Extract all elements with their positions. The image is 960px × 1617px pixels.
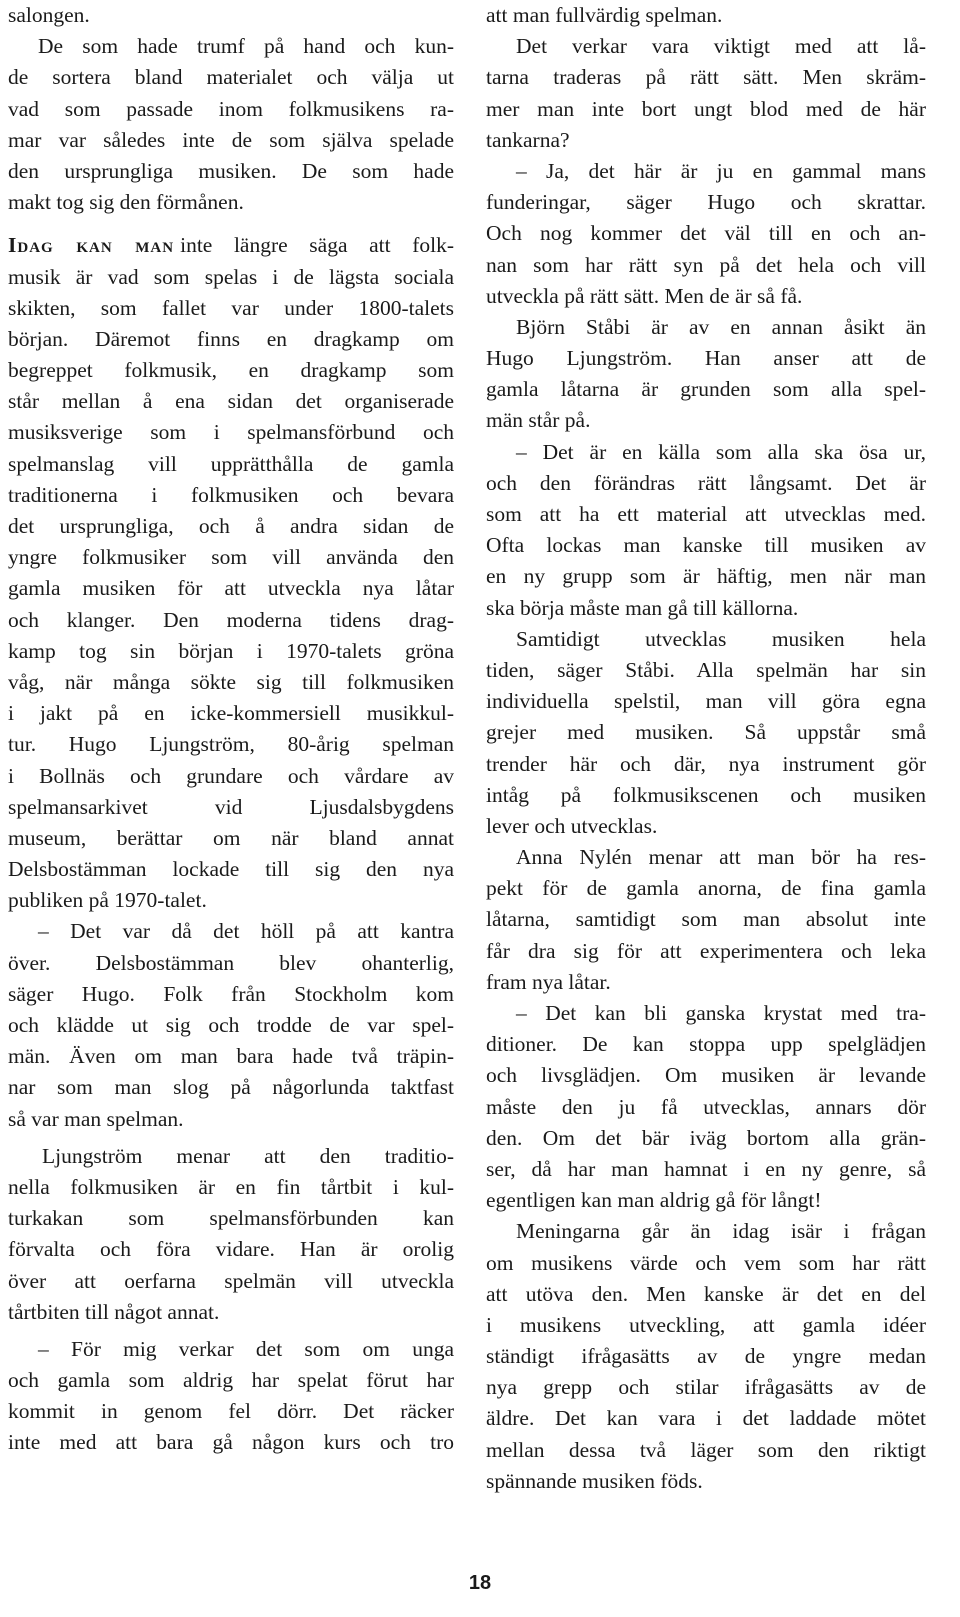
text-line: Meningarna går än idag isär i frågan (516, 1219, 926, 1244)
text-line: tankarna? (486, 127, 570, 152)
text-line: – Ja, det här är ju en gammal mans (516, 158, 926, 183)
text-line: ständigt ifrågasätts av de yngre medan (486, 1344, 926, 1369)
text-line: individuella spelstil, man vill göra egna (486, 689, 926, 714)
text-line: mer man inte bort ungt blod med de här (486, 96, 926, 121)
text-line: våg, när många sökte sig till folkmusiken (8, 669, 454, 694)
paragraph (8, 31, 454, 218)
paragraph (486, 156, 926, 312)
text-line: ska börja måste man gå till källorna. (486, 595, 799, 620)
paragraph (486, 624, 926, 842)
text-line: tur. Hugo Ljungström, 80-årig spelman (8, 732, 454, 757)
paragraph (486, 998, 926, 1216)
text-line: makt tog sig den förmånen. (8, 190, 244, 215)
text-line: att man fullvärdig spelman. (486, 3, 723, 27)
text-line: turkakan som spelmansförbunden kan (8, 1206, 454, 1231)
text-line: musiksverige som i spelmansförbund och (8, 420, 454, 445)
text-line: låtarna, samtidigt som man absolut inte (486, 907, 926, 932)
text-line: äldre. Det kan vara i det laddade mötet (486, 1406, 926, 1431)
paragraph (486, 437, 926, 624)
text-line: tiden, säger Ståbi. Alla spelmän har sin (486, 657, 926, 682)
text-line: ditioner. De kan stoppa upp spelglädjen (486, 1032, 926, 1057)
text-line: och klädde ut sig och trodde de var spel- (8, 1013, 454, 1037)
text-line: så var man spelman. (8, 1106, 184, 1131)
text-line: kamp tog sin början i 1970-talets gröna (8, 638, 454, 663)
text-line: – Det var då det höll på att kantra (38, 919, 454, 944)
text-line: nar som man slog på någorlunda taktfast (8, 1075, 454, 1100)
text-line: skikten, som fallet var under 1800-talets (8, 295, 454, 320)
text-line: lever och utvecklas. (486, 813, 658, 838)
text-line: män. Även om man bara hade två träpin- (8, 1044, 454, 1069)
text-line: funderingar, säger Hugo och skrattar. (486, 190, 926, 215)
text-line: spelmanslag vill upprätthålla de gamla (8, 451, 454, 476)
text-line: tårtbiten till något annat. (8, 1299, 220, 1324)
text-line: – Det är en källa som alla ska ösa ur, (516, 439, 926, 464)
text-line: nan som har rätt syn på det hela och vill (486, 252, 926, 277)
text-line: att utöva den. Men kanske är det en del (486, 1281, 926, 1306)
text-line: över att oerfarna spelmän vill utveckla (8, 1268, 454, 1293)
text-line: Ofta lockas man kanske till musiken av (486, 533, 926, 558)
right-column (486, 0, 926, 1497)
text-line: trender här och där, nya instrument gör (486, 751, 926, 776)
paragraph-section-start (8, 230, 454, 916)
text-line: intåg på folkmusikscenen och musiken (486, 782, 926, 807)
text-line: publiken på 1970-talet. (8, 888, 207, 913)
text-line: nya grepp och stilar ifrågasätts av de (486, 1375, 926, 1400)
paragraph (8, 1141, 454, 1328)
text-line: och klanger. Den moderna tidens drag- (8, 607, 454, 632)
text-line: kommit in genom fel dörr. Det räcker (8, 1399, 454, 1424)
text-line: säger Hugo. Folk från Stockholm kom (8, 981, 454, 1006)
paragraph (486, 312, 926, 437)
text-line: i jakt på en icke-kommersiell musikkul- (8, 701, 454, 726)
text-line: och gamla som aldrig har spelat förut har (8, 1368, 454, 1393)
text-line: mar var således inte de som själva spelade (8, 127, 454, 152)
paragraph (486, 842, 926, 998)
text-line: måste den ju få utvecklas, annars dör (486, 1094, 926, 1119)
text-line: musik är vad som spelas i de lägsta sociala (8, 264, 454, 289)
text-line: det ursprungliga, och å andra sidan de (8, 514, 454, 538)
paragraph (486, 31, 926, 156)
text-line: om musikens värde och vem som har rätt (486, 1250, 926, 1275)
text-line: De som hade trumf på hand och kun- (38, 34, 454, 59)
text-line: ser, då har man hamnat i en ny genre, så (486, 1156, 926, 1181)
text-line: museum, berättar om när bland annat (8, 825, 454, 850)
text-line: i Bollnäs och grundare och vårdare av (8, 763, 454, 788)
text-line: begreppet folkmusik, en dragkamp som (8, 358, 454, 383)
text-line: – Det kan bli ganska krystat med tra- (516, 1001, 926, 1025)
text-line: Anna Nylén menar att man bör ha res- (516, 845, 926, 870)
text-line: Det verkar vara viktigt med att lå- (516, 34, 926, 59)
text-line: mellan dessa två läger som den riktigt (486, 1437, 926, 1462)
text-line: yngre folkmusiker som vill använda den (8, 545, 454, 570)
text-line: spelmansarkivet vid Ljusdalsbygdens (8, 794, 454, 819)
text-line: de sortera bland materialet och välja ut (8, 65, 454, 90)
text-line: grejer med musiken. Så uppstår små (486, 720, 926, 745)
text-line: män står på. (486, 408, 591, 433)
small-caps-lead: Idag kan man (8, 233, 175, 258)
text-line: och den förändras rätt långsamt. Det är (486, 470, 926, 495)
text-line: över. Delsbostämman blev ohanterlig, (8, 950, 454, 975)
text-line: vad som passade inom folkmusikens ra- (8, 96, 454, 121)
text-line: Samtidigt utvecklas musiken hela (516, 626, 926, 651)
text-line: gamla låtarna är grunden som alla spel- (486, 377, 926, 402)
text-line: står mellan å ena sidan det organiserade (8, 389, 454, 414)
text-line: början. Däremot finns en dragkamp om (8, 326, 454, 351)
paragraph (8, 916, 454, 1134)
text-line: nella folkmusiken är en fin tårtbit i kul- (8, 1174, 454, 1199)
text-line: som att ha ett material att utvecklas med. (486, 502, 926, 526)
text-line: Ljungström menar att den traditio- (42, 1143, 454, 1168)
paragraph (8, 0, 454, 31)
paragraph (8, 1334, 454, 1459)
page-number: 18 (468, 1572, 492, 1594)
paragraph (486, 1216, 926, 1497)
text-line: inte med att bara gå någon kurs och tro (8, 1430, 454, 1455)
text-line: Och nog kommer det väl till en och an- (486, 221, 926, 246)
text-line: Hugo Ljungström. Han anser att de (486, 346, 926, 371)
text-line (8, 230, 454, 261)
text-line: Björn Ståbi är av en annan åsikt än (516, 314, 926, 339)
text-line: gamla musiken för att utveckla nya låtar (8, 576, 454, 601)
text-line: salongen. (8, 3, 90, 27)
text-line-rest: inte längre säga att folk- (180, 233, 454, 258)
text-line: tarna traderas på rätt sätt. Men skräm- (486, 65, 926, 90)
text-line: Delsbostämman lockade till sig den nya (8, 857, 454, 882)
text-line: den ursprungliga musiken. De som hade (8, 158, 454, 183)
text-line: – För mig verkar det som om unga (38, 1336, 454, 1361)
text-line: förvalta och föra vidare. Han är orolig (8, 1237, 454, 1262)
text-line: i musikens utveckling, att gamla idéer (486, 1312, 926, 1337)
text-line: får dra sig för att experimentera och leka (486, 938, 926, 963)
text-line: fram nya låtar. (486, 969, 611, 994)
left-column (8, 0, 454, 1459)
text-line: och livsglädjen. Om musiken är levande (486, 1063, 926, 1088)
text-line: traditionerna i folkmusiken och bevara (8, 482, 454, 507)
text-line: en ny grupp som är häftig, men när man (486, 564, 926, 589)
paragraph (486, 0, 926, 31)
text-line: den. Om det bär iväg bortom alla grän- (486, 1125, 926, 1150)
text-line: egentligen kan man aldrig gå för långt! (486, 1188, 822, 1213)
text-line: utveckla på rätt sätt. Men de är så få. (486, 283, 803, 308)
text-line: pekt för de gamla anorna, de fina gamla (486, 876, 926, 901)
text-line: spännande musiken föds. (486, 1468, 703, 1493)
